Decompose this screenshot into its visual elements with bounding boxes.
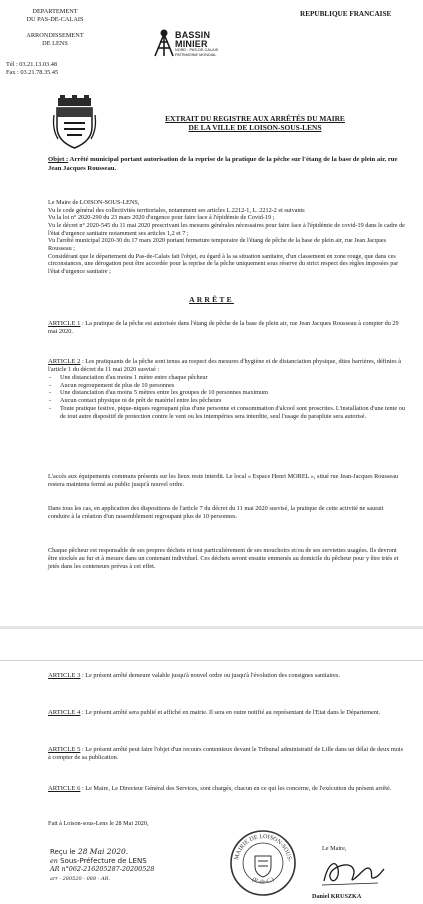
- preamble-line: Vu l'arrêté municipal 2020-30 du 17 mars 2020 portant fermeture temporaire de l'étang de pêche de la base de plein air, rue Jean Jacques Rousseau ;: [48, 237, 387, 252]
- preamble-line: Considérant que le département du Pas-de-Calais fait l'objet, eu égard à la sa situation sanitaire, d'un classement en zone rouge, que dans ces circonstances, une dérogation peut être accordée pour la reprise de la pêche uniquement sous réserve du strict respect des règles imposées par l'état d'urgence sanitaire ;: [48, 252, 399, 275]
- signatory-name: Daniel KRUSZKA: [312, 893, 362, 900]
- reception-stamp: [50, 848, 154, 883]
- article-1-label: ARTICLE 1: [48, 320, 81, 327]
- handwritten-signature: [318, 855, 388, 893]
- bassin-minier-logo: [153, 28, 233, 60]
- article-3-text: : Le présent arrêté demeure valable jusqu'à nouvel ordre ou jusqu'à l'évolution des consignes sanitaires.: [80, 672, 340, 679]
- phone-number: Tél : 03.21.13.03.48: [6, 61, 58, 68]
- article-4-label: ARTICLE 4: [48, 709, 81, 716]
- article-2-label: ARTICLE 2: [48, 358, 81, 365]
- article-2-para-4: Chaque pêcheur est responsable de ses propres déchets et tout particulièrement de ses mouchoirs et/ou de ses serviettes usagées. Ils devront être stockés au fur et à mesure dans un contenant individuel. Ces déchets seront ensuite emmenés au domicile du pêcheur pour y être triés et jetés dans les conteneurs prévus à cet effet.: [48, 547, 399, 570]
- preamble-line: Vu le décret n° 2020-545 du 11 mai 2020 prescrivant les mesures générales nécessaires pour faire face à l'épidémie de covid-19 dans le cadre de l'état d'urgence sanitaire notamment ses articles 1,2 et 7 ;: [48, 221, 405, 237]
- department-line-1: DEPARTEMENT: [32, 8, 78, 15]
- list-item: - Toute pratique festive, pique-niques regroupant plus d'une personne et consommation d'alcool sont proscrites. L'installation d'une tente ou de tout autre dispositif de protection contre le vent ou les intempéries sera interdite, seul l'usage du parapluie sera autorisé.: [48, 405, 406, 421]
- preamble-line: Vu le code général des collectivités territoriales, notamment ses articles L.2212-1, L. 2212-2 et suivants: [48, 206, 305, 214]
- article-4-text: : Le présent arrêté sera publié et affiché en mairie. Il sera en outre notifié au représentant de l'Etat dans le Département.: [80, 709, 381, 716]
- republique-francaise: REPUBLIQUE FRANCAISE: [300, 10, 392, 18]
- article-2-para-3: Dans tous les cas, en application des dispositions de l'article 7 du décret du 11 mai 2020 susvisé, la pratique de cette activité ne saurait conduire à la création d'un rassemblement regroupant plus de 10 personnes.: [48, 505, 384, 520]
- logo-line-1: BASSIN: [175, 30, 211, 40]
- article-1-text: : La pratique de la pêche est autorisée dans l'étang de pêche de la base de plein air, rue Jean Jacques Rousseau à compter du 29 mai 2020.: [48, 320, 399, 335]
- place-and-date: Fait à Loison-sous-Lens le 28 Mai 2020,: [48, 820, 149, 827]
- recu-date: 28 Mai 2020.: [77, 847, 129, 856]
- ar-number: 062-216205287-20200528: [68, 865, 155, 874]
- svg-text:MAIRIE DE LOISON-SOUS-LENS: MAIRIE DE LOISON-SOUS-: [234, 833, 292, 863]
- ar-label: AR n°: [50, 865, 69, 874]
- logo-line-2: MINIER: [175, 38, 208, 49]
- article-1: [48, 320, 406, 336]
- article-6: [48, 785, 406, 793]
- arrete-heading: ARRÊTE: [189, 295, 234, 304]
- preamble: [48, 199, 405, 276]
- arrondissement-line-2: DE LENS: [42, 39, 68, 47]
- ar-reference: arr - 280520 - 088 - AR.: [50, 875, 110, 882]
- list-item: - Aucun contact physique ni de prêt de matériel entre les pêcheurs: [48, 397, 406, 405]
- article-2-list: [48, 374, 406, 421]
- article-2: [48, 358, 406, 421]
- article-6-text: : Le Maire, Le Directeur Général des Services, sont chargés, chacun en ce qui les concerne, de l'exécution du présent arrêté.: [80, 785, 392, 792]
- article-6-label: ARTICLE 6: [48, 785, 81, 792]
- document-title: [110, 114, 400, 132]
- department-line-2: DU PAS-DE-CALAIS: [26, 15, 84, 23]
- logo-sub-2: PATRIMOINE MONDIAL: [175, 52, 217, 57]
- objet-section: [48, 156, 403, 173]
- list-item: - Une distanciation d'au moins 5 mètres entre les groupes de 10 personnes maximum: [48, 389, 406, 397]
- mairie-seal-stamp: [228, 828, 298, 898]
- arrondissement-line-1: ARRONDISSEMENT: [26, 32, 84, 39]
- fax-number: Fax : 03.21.78.35.45: [6, 68, 59, 76]
- prefecture-name: Sous-Préfecture de LENS: [60, 856, 147, 865]
- logo-sub-1: NORD - PAS-DE-CALAIS: [175, 48, 219, 52]
- objet-text: Arrêté municipal portant autorisation de la reprise de la pratique de la pêche sur l'étang de la base de plein air, rue Jean Jacques Rousseau.: [48, 156, 398, 172]
- article-5: [48, 746, 406, 762]
- page-break: [0, 626, 423, 629]
- title-line-2: DE LA VILLE DE LOISON-SOUS-LENS: [188, 123, 322, 132]
- mining-headframe-icon: [153, 28, 175, 58]
- article-5-label: ARTICLE 5: [48, 746, 81, 753]
- title-line-1: EXTRAIT DU REGISTRE AUX ARRÊTÉS DU MAIRE: [165, 114, 345, 123]
- prefecture-prefix: en: [50, 856, 58, 865]
- svg-text:(P.-de-C.): (P.-de-C.): [250, 876, 276, 886]
- article-3-label: ARTICLE 3: [48, 672, 81, 679]
- issuer-block: [0, 8, 110, 76]
- coat-of-arms-icon: [52, 95, 97, 150]
- list-item: - Aucun regroupement de plus de 10 personnes: [48, 382, 406, 390]
- article-3: [48, 672, 406, 680]
- article-2-para-2: L'accès aux équipements communs présents sur les lieux reste interdit. Le local « Espace Henri MOREL », situé rue Jean-Jacques Rousseau restera maintenu fermé au public jusqu'à nouvel ordre.: [48, 473, 399, 488]
- article-5-text: : Le présent arrêté peut faire l'objet d'un recours contentieux devant le Tribunal administratif de Lille dans un délai de deux mois à compter de sa publication.: [48, 746, 404, 761]
- recu-label: Reçu le: [50, 848, 76, 856]
- article-4: [48, 709, 406, 717]
- article-2-intro: : Les pratiquants de la pêche sont tenus au respect des mesures d'hygiène et de distanciation physique, dites barrières, définies à l'article 1 du décret du 11 mai 2020 susvisé :: [48, 358, 402, 373]
- list-item: - Une distanciation d'au moins 1 mètre entre chaque pêcheur: [48, 374, 406, 382]
- objet-label: Objet :: [48, 156, 69, 163]
- signature-title: Le Maire,: [322, 845, 347, 852]
- preamble-line: Vu la loi n° 2020-290 du 23 mars 2020 d'urgence pour faire face à l'épidémie de Covid-19 ;: [48, 214, 275, 222]
- preamble-line: Le Maire de LOISON-SOUS-LENS,: [48, 199, 140, 206]
- page-break-line: [0, 660, 423, 661]
